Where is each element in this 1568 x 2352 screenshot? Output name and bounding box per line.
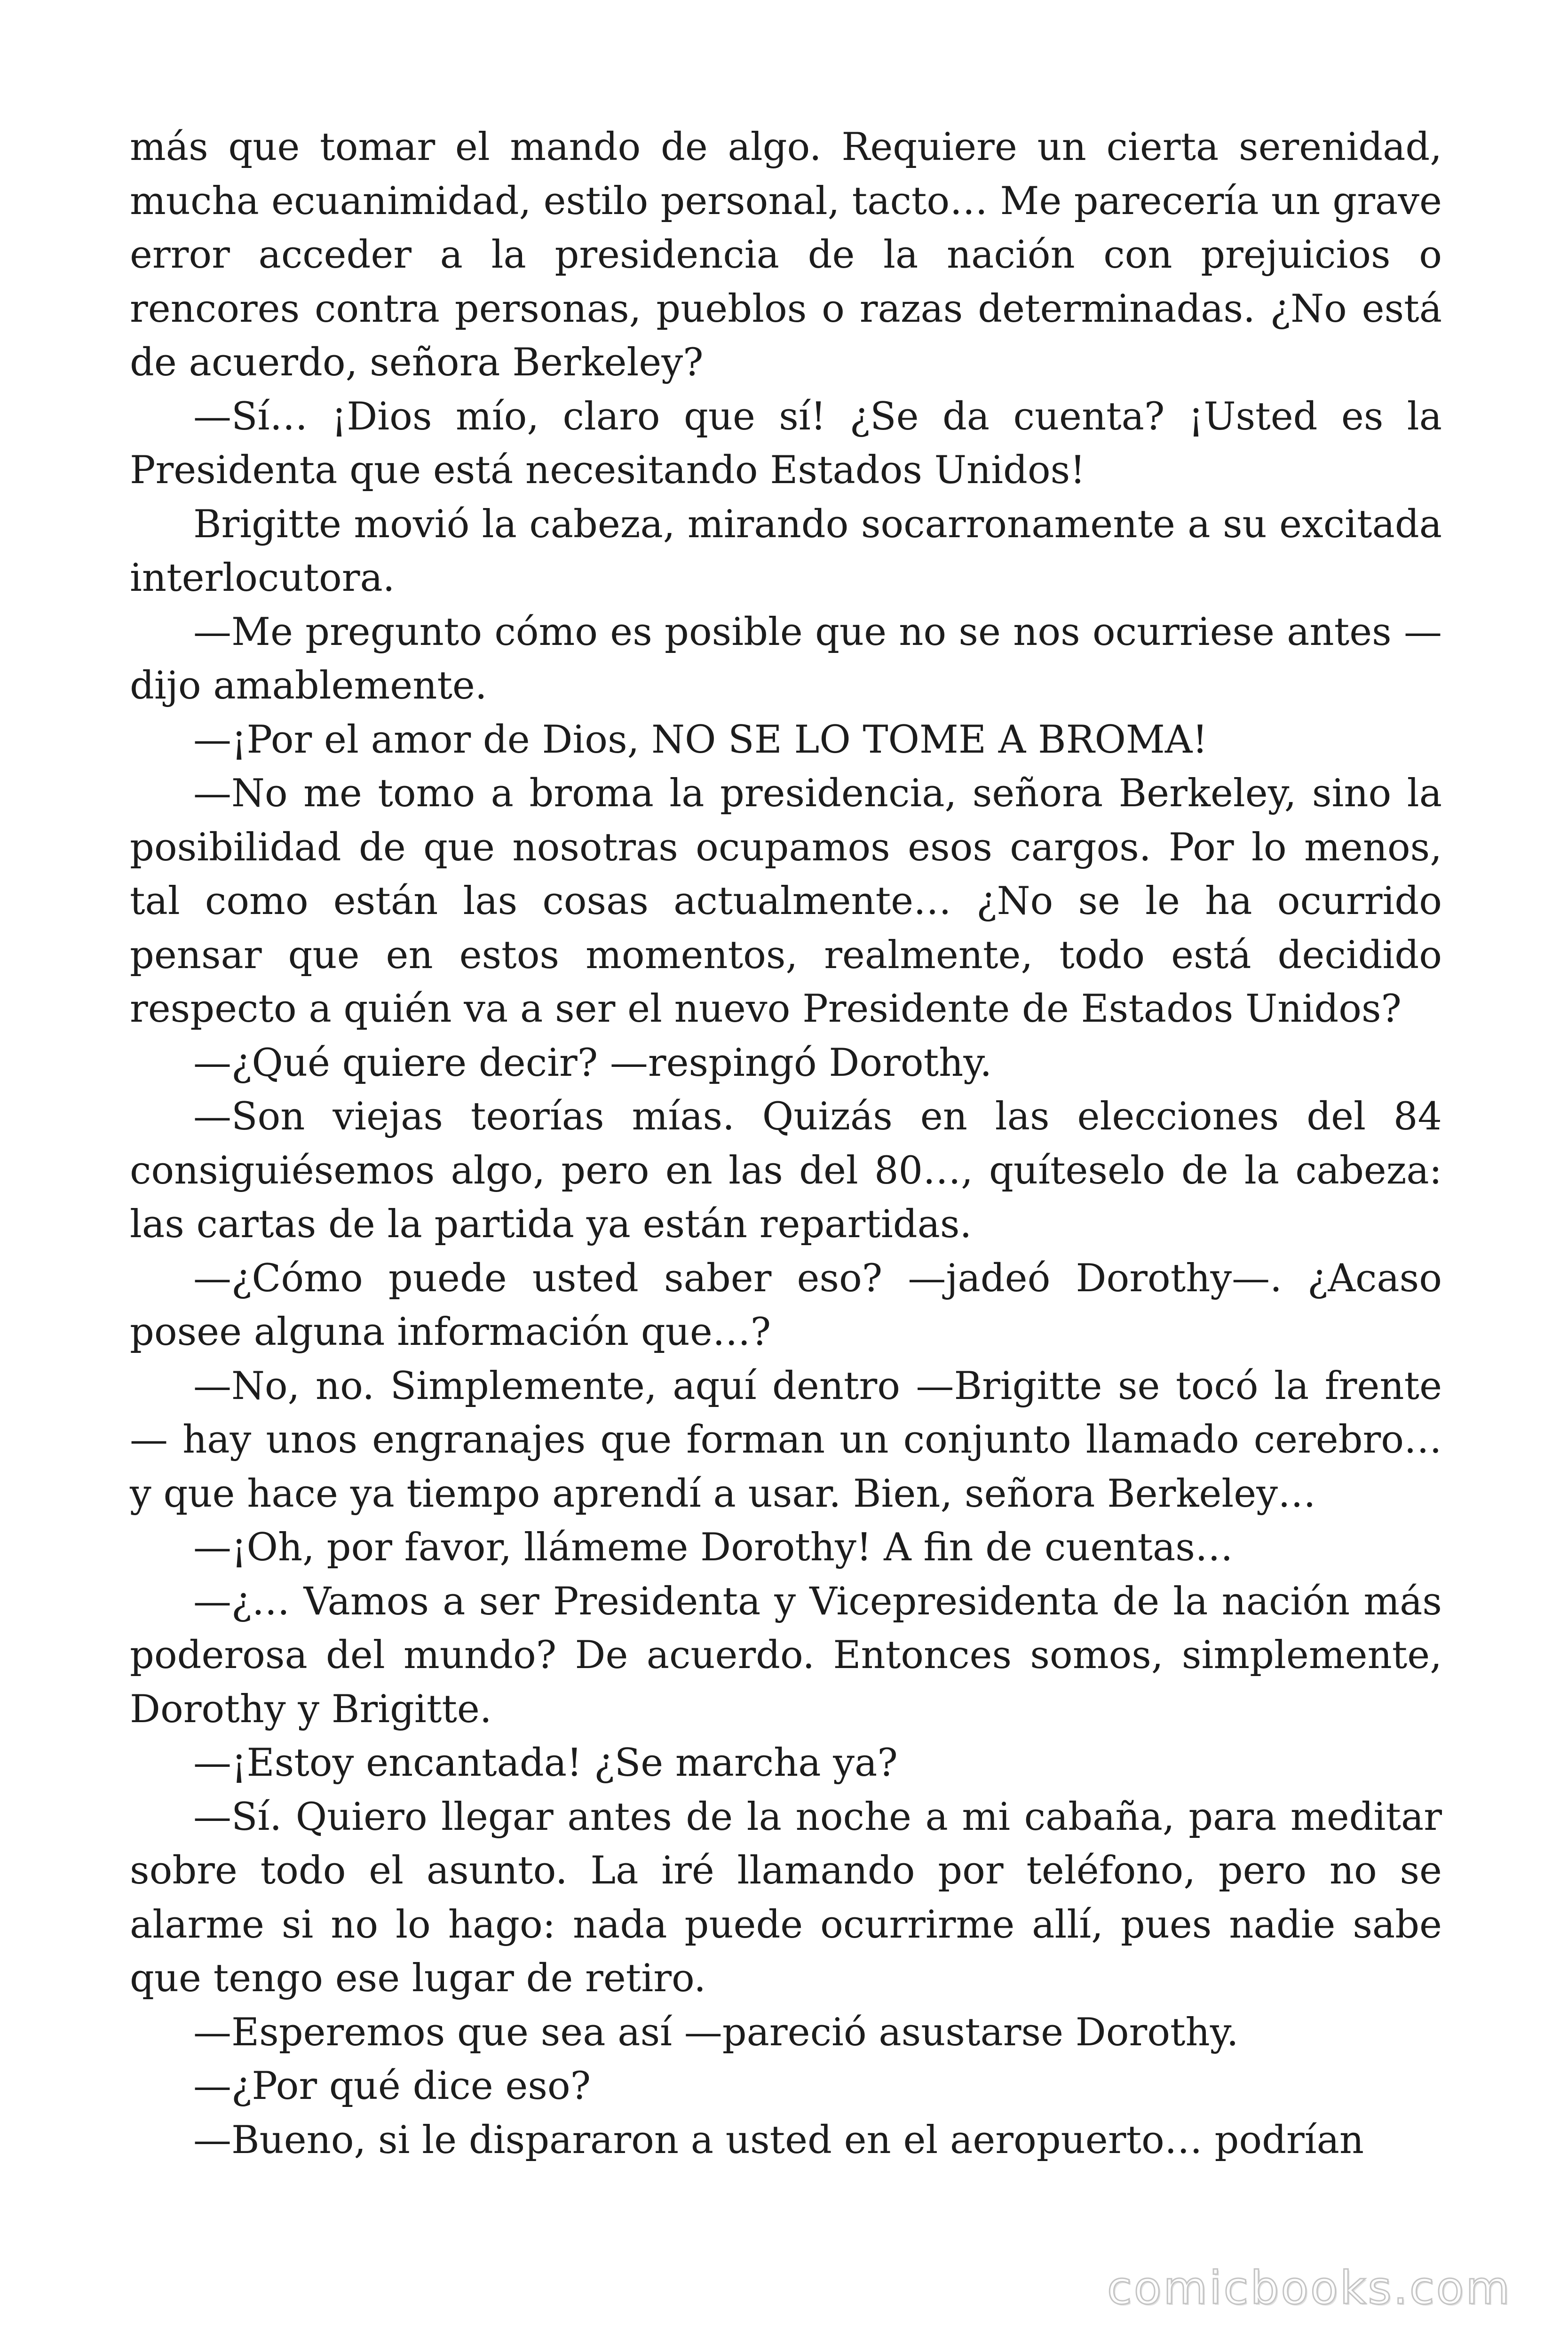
paragraph-13: —¡Estoy encantada! ¿Se marcha ya? — [193, 1741, 898, 1785]
paragraph-12: —¿… Vamos a ser Presidenta y Vicepresidenta de la nación más poderosa del mundo? De acuerdo. Entonces somos, simplemente, Dorothy y Brigitte. — [130, 1579, 1442, 1732]
paragraph-4: —Me pregunto cómo es posible que no se nos ocurriese antes — dijo amablemente. — [130, 610, 1442, 708]
paragraph-8: —Son viejas teorías mías. Quizás en las elecciones del 84 consiguiésemos algo, pero en las del 80…, quíteselo de la cabeza: las cartas de la partida ya están repartidas. — [130, 1095, 1442, 1247]
paragraph-14: —Sí. Quiero llegar antes de la noche a mi cabaña, para meditar sobre todo el asunto. La iré llamando por teléfono, pero no se alarme si no lo hago: nada puede ocurrirme allí, pues nadie sabe que tengo ese lugar de retiro. — [130, 1795, 1442, 2001]
paragraph-1: más que tomar el mando de algo. Requiere un cierta serenidad, mucha ecuanimidad, estilo personal, tacto… Me parecería un grave error acceder a la presidencia de la nación con prejuicios o rencores contra personas, pueblos o razas determinadas. ¿No está de acuerdo, señora Berkeley? — [130, 125, 1442, 385]
paragraph-10: —No, no. Simplemente, aquí dentro —Brigitte se tocó la frente — hay unos engranajes que forman un conjunto llamado cerebro… y que hace ya tiempo aprendí a usar. Bien, señora Berkeley… — [130, 1364, 1442, 1516]
paragraph-9: —¿Cómo puede usted saber eso? —jadeó Dorothy—. ¿Acaso posee alguna información que…? — [130, 1256, 1442, 1354]
paragraph-5: —¡Por el amor de Dios, NO SE LO TOME A BROMA! — [193, 717, 1208, 762]
paragraph-2: —Sí… ¡Dios mío, claro que sí! ¿Se da cuenta? ¡Usted es la Presidenta que está necesitando Estados Unidos! — [130, 394, 1442, 493]
paragraph-11: —¡Oh, por favor, llámeme Dorothy! A fin de cuentas… — [193, 1526, 1233, 1570]
paragraph-7: —¿Qué quiere decir? —respingó Dorothy. — [193, 1041, 992, 1085]
paragraph-16: —¿Por qué dice eso? — [193, 2064, 591, 2108]
paragraph-3: Brigitte movió la cabeza, mirando socarronamente a su excitada interlocutora. — [130, 502, 1442, 600]
watermark-logo: comicbooks.com — [1107, 2262, 1512, 2314]
body-text — [130, 120, 1442, 2167]
paragraph-6: —No me tomo a broma la presidencia, señora Berkeley, sino la posibilidad de que nosotras ocupamos esos cargos. Por lo menos, tal como están las cosas actualmente… ¿No se le ha ocurrido pensar que en estos momentos, realmente, todo está decidido respecto a quién va a ser el nuevo Presidente de Estados Unidos? — [130, 771, 1442, 1031]
paragraph-15: —Esperemos que sea así —pareció asustarse Dorothy. — [193, 2010, 1239, 2055]
paragraph-17: —Bueno, si le dispararon a usted en el aeropuerto… podrían — [193, 2118, 1364, 2162]
